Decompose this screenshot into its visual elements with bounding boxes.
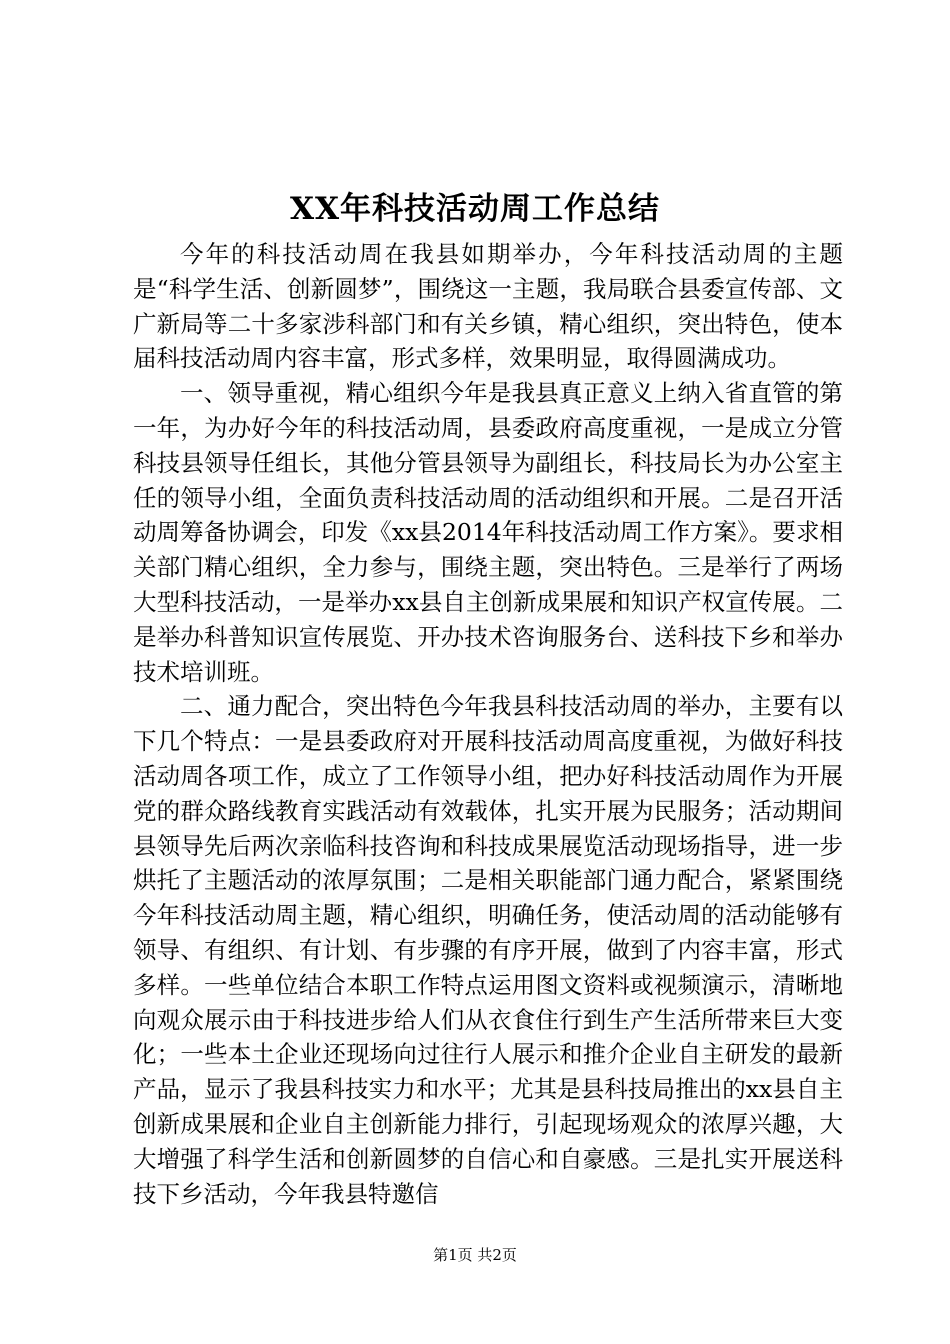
paragraph-section-2: 二、通力配合，突出特色今年我县科技活动周的举办，主要有以下几个特点：一是县委政府对开展科技活动周高度重视，为做好科技活动周各项工作，成立了工作领导小组，把办好科技活动周作为开展党的群众路线教育实践活动有效载体，扎实开展为民服务；活动期间县领导先后两次亲临科技咨询和科技成果展览活动现场指导，进一步烘托了主题活动的浓厚氛围；二是相关职能部门通力配合，紧紧围绕今年科技活动周主题，精心组织，明确任务，使活动周的活动能够有领导、有组织、有计划、有步骤的有序开展，做到了内容丰富，形式多样。一些单位结合本职工作特点运用图文资料或视频演示，清晰地向观众展示由于科技进步给人们从衣食住行到生产生活所带来巨大变化；一些本土企业还现场向过往行人展示和推介企业自主研发的最新产品，显示了我县科技实力和水平；尤其是县科技局推出的xx县自主创新成果展和企业自主创新能力排行，引起现场观众的浓厚兴趣，大大增强了科学生活和创新圆梦的自信心和自豪感。三是扎实开展送科技下乡活动，今年我县特邀信 bbox=[133, 692, 843, 1208]
document-body bbox=[133, 237, 843, 1211]
document-title: XX年科技活动周工作总结 bbox=[289, 191, 661, 227]
page-number-footer: 第1页 共2页 bbox=[433, 1246, 517, 1264]
paragraph-intro: 今年的科技活动周在我县如期举办，今年科技活动周的主题是“科学生活、创新圆梦”，围绕这一主题，我局联合县委宣传部、文广新局等二十多家涉科部门和有关乡镇，精心组织，突出特色，使本届科技活动周内容丰富，形式多样，效果明显，取得圆满成功。 bbox=[133, 240, 843, 373]
paragraph-section-1: 一、领导重视，精心组织今年是我县真正意义上纳入省直管的第一年，为办好今年的科技活动周，县委政府高度重视，一是成立分管科技县领导任组长，其他分管县领导为副组长，科技局长为办公室主任的领导小组，全面负责科技活动周的活动组织和开展。二是召开活动周筹备协调会，印发《xx县2014年科技活动周工作方案》。要求相关部门精心组织，全力参与，围绕主题，突出特色。三是举行了两场大型科技活动，一是举办xx县自主创新成果展和知识产权宣传展。二是举办科普知识宣传展览、开办技术咨询服务台、送科技下乡和举办技术培训班。 bbox=[133, 379, 843, 686]
